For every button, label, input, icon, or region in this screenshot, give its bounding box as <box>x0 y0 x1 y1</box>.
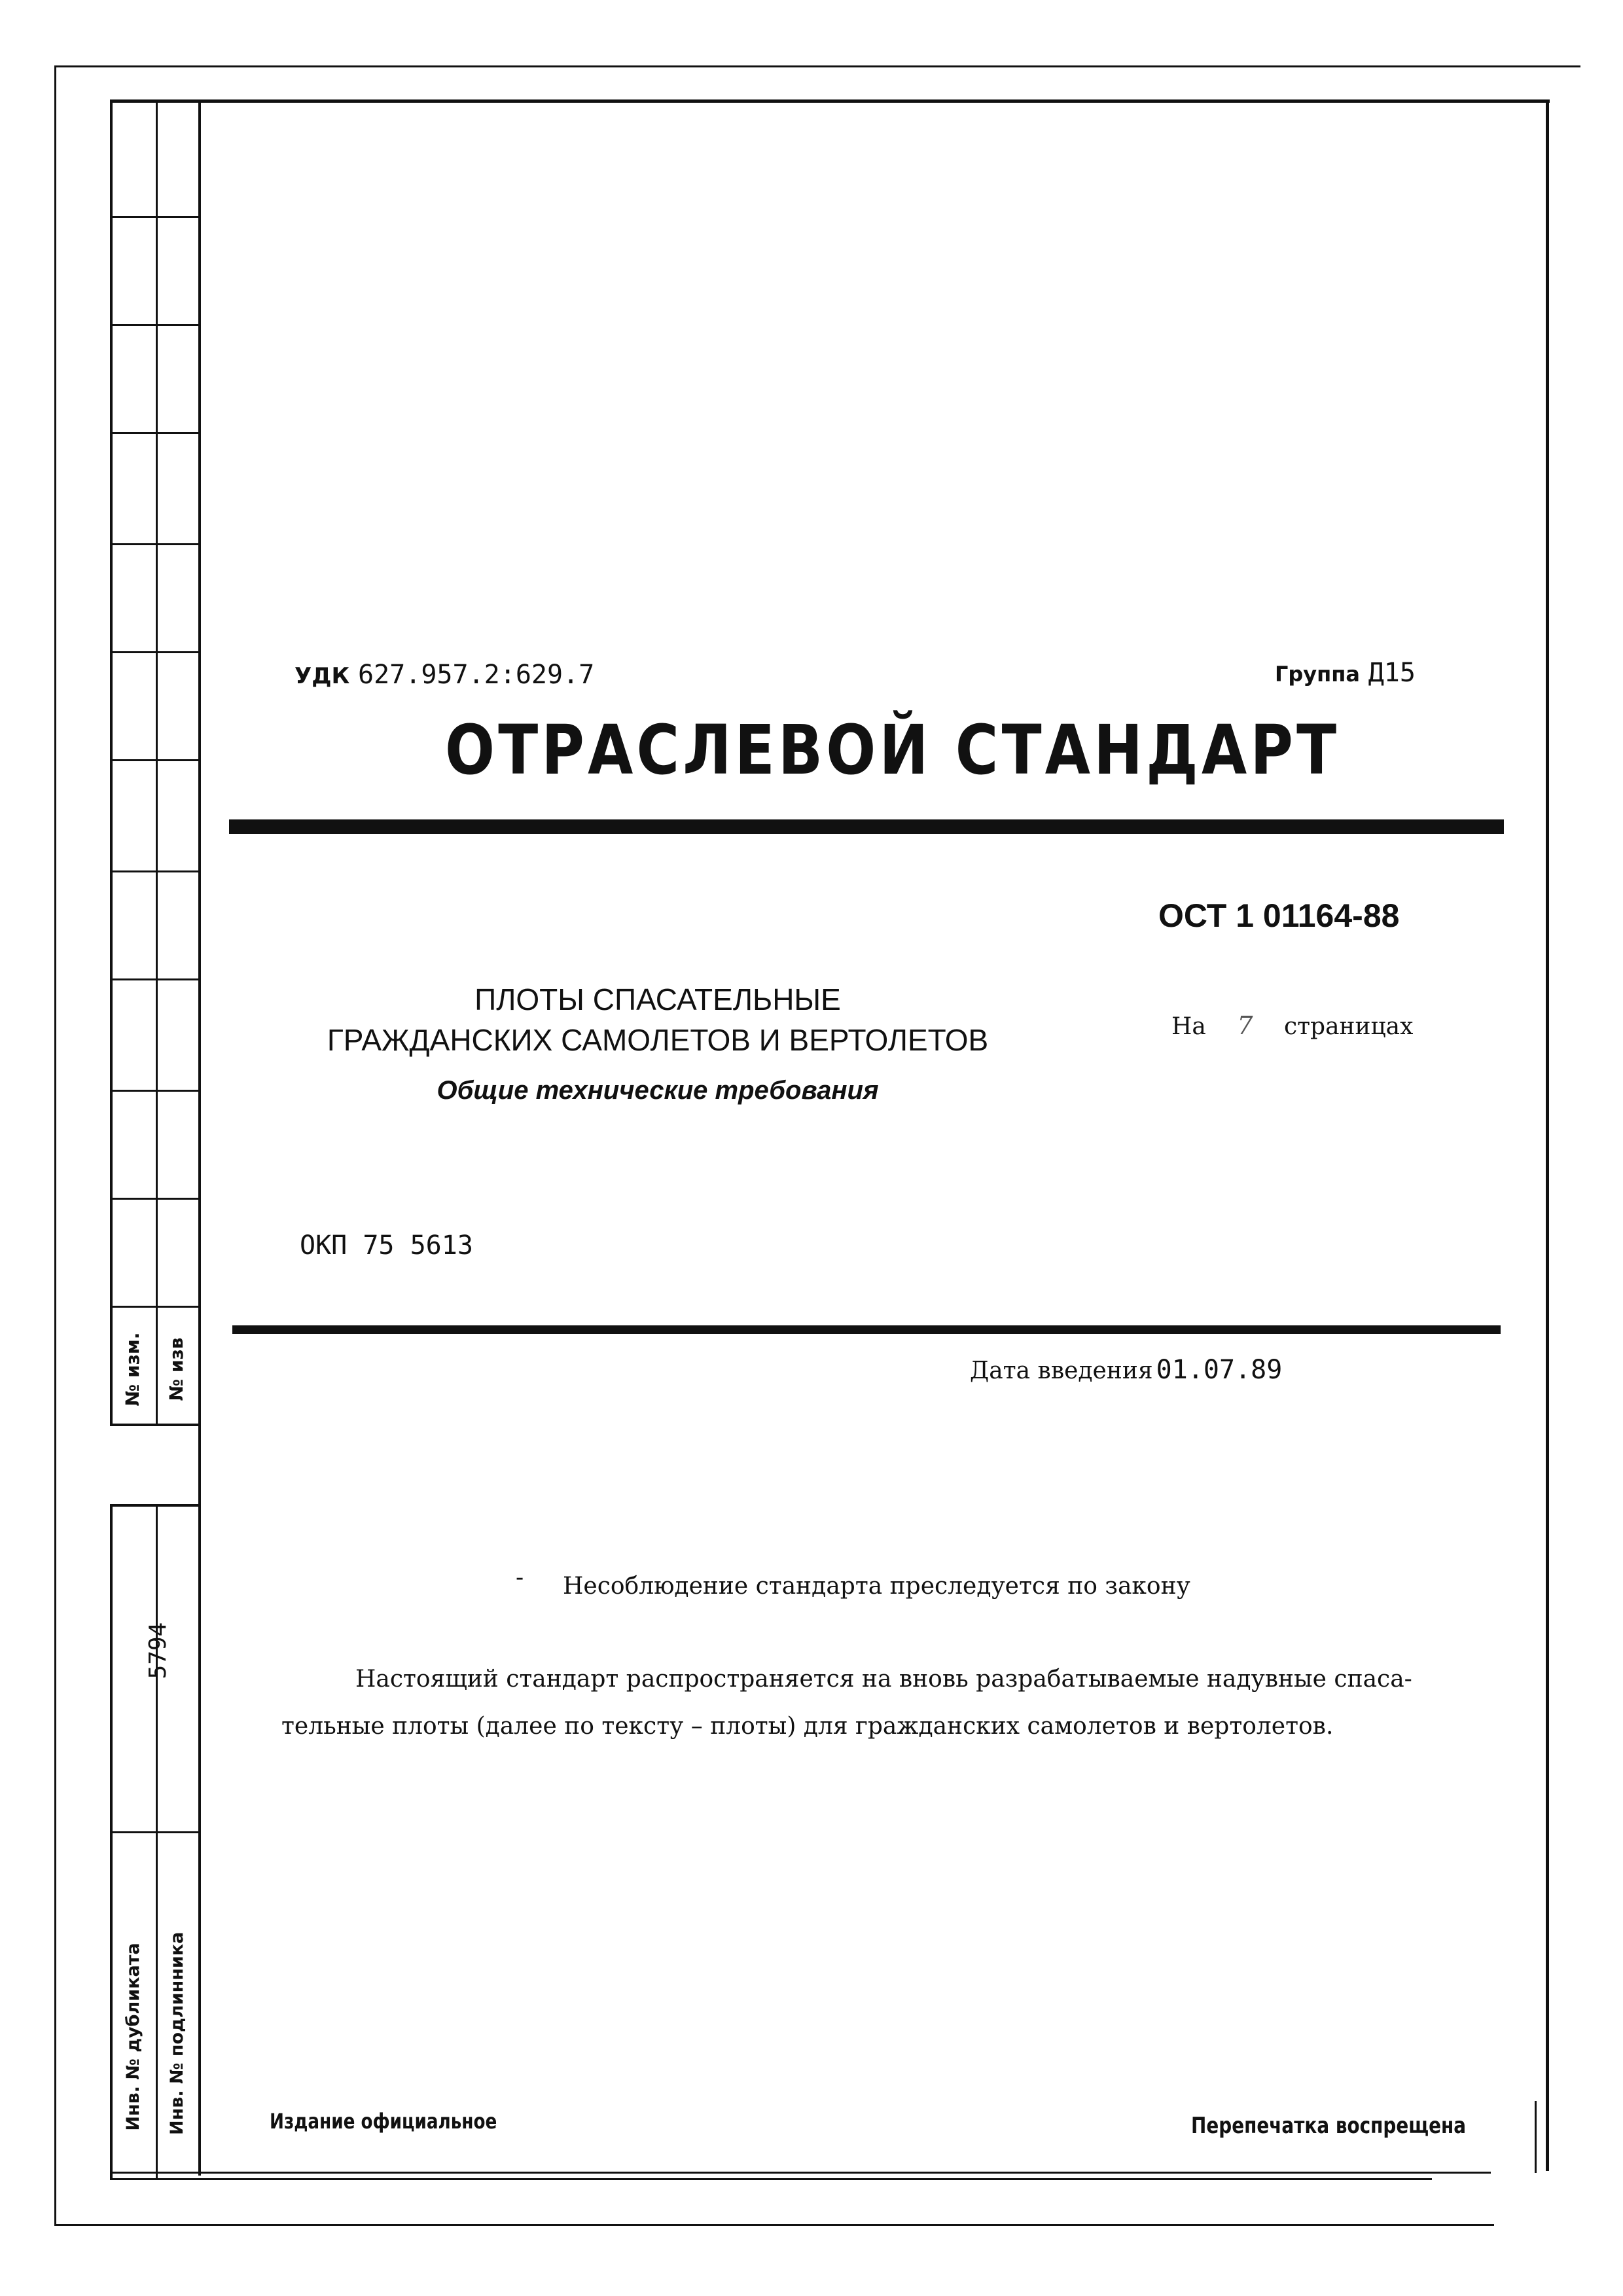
sidebar-row-line <box>110 216 200 218</box>
inner-frame-top <box>110 99 1550 103</box>
udk-label: УДК <box>294 663 350 689</box>
sidebar-dup-inv-label: Инв. № дубликата <box>123 1943 143 2131</box>
sidebar-notice-no-label: № изв <box>166 1337 187 1401</box>
footer-official-edition: Издание официальное <box>270 2109 497 2134</box>
title-rule <box>229 819 1504 834</box>
inner-frame-left <box>198 99 201 2176</box>
sidebar-row-line <box>110 759 200 761</box>
outer-frame-top <box>56 65 1580 67</box>
pages-suffix: страницах <box>1283 1013 1414 1040</box>
sidebar-row-line <box>110 1090 200 1092</box>
sidebar-orig-inv-label: Инв. № подлинника <box>167 1931 187 2135</box>
sidebar-row-line <box>110 543 200 545</box>
page-bottom-line <box>110 2178 1432 2180</box>
effective-date-line <box>970 1355 1282 1385</box>
inner-frame-bottom <box>110 2172 1491 2174</box>
sidebar-orig-inv-value: 5794 <box>145 1622 171 1679</box>
effective-date-label: Дата введения <box>970 1357 1153 1384</box>
okp-rule <box>232 1325 1501 1334</box>
pages-count-line <box>1171 1011 1413 1040</box>
sidebar-row-line <box>110 432 200 434</box>
effective-date-value: 01.07.89 <box>1156 1355 1283 1385</box>
sidebar-top-left <box>110 99 113 1425</box>
legal-notice-dash: - <box>516 1564 524 1591</box>
sidebar-bottom-top <box>110 1504 200 1507</box>
udk-value: 627.957.2:629.7 <box>358 660 595 690</box>
subject-line1: ПЛОТЫ СПАСАТЕЛЬНЫЕ <box>474 982 841 1016</box>
outer-frame-left <box>54 65 56 2225</box>
sidebar-bottom-left <box>110 1504 113 2178</box>
group-label: Группа <box>1275 662 1360 687</box>
subject-line2: ГРАЖДАНСКИХ САМОЛЕТОВ И ВЕРТОЛЕТОВ <box>327 1023 989 1057</box>
group-value: Д15 <box>1368 658 1416 688</box>
standard-number: ОСТ 1 01164-88 <box>1158 897 1400 934</box>
pages-prefix: На <box>1171 1013 1206 1040</box>
sidebar-change-no-label: № изм. <box>122 1332 143 1407</box>
group-line <box>1275 658 1416 688</box>
document-title: ОТРАСЛЕВОЙ СТАНДАРТ <box>445 710 1340 790</box>
sidebar-row-line <box>110 651 200 653</box>
frame-right-tail <box>1535 2101 1537 2173</box>
outer-frame-bottom <box>54 2224 1494 2226</box>
sidebar-row-line <box>110 324 200 326</box>
udk-line <box>294 660 594 690</box>
sidebar-row-line <box>110 870 200 872</box>
subject-subtitle: Общие технические требования <box>437 1076 879 1105</box>
pages-count: 7 <box>1237 1011 1253 1040</box>
okp-code: ОКП 75 5613 <box>300 1230 473 1261</box>
sidebar-row-line <box>110 1198 200 1200</box>
sidebar-top-mid <box>156 99 158 1425</box>
inner-frame-right <box>1546 99 1549 2171</box>
sidebar-bottom-row <box>110 1831 200 1833</box>
sidebar-row-line <box>110 978 200 980</box>
footer-reprint-forbidden: Перепечатка воспрещена <box>1191 2113 1467 2139</box>
legal-notice: Несоблюдение стандарта преследуется по закону <box>563 1573 1190 1600</box>
body-line2: тельные плоты (далее по тексту – плоты) для гражданских самолетов и вертолетов. <box>281 1713 1334 1740</box>
body-line1: Настоящий стандарт распространяется на вновь разрабатываемые надувные спаса- <box>355 1666 1412 1693</box>
